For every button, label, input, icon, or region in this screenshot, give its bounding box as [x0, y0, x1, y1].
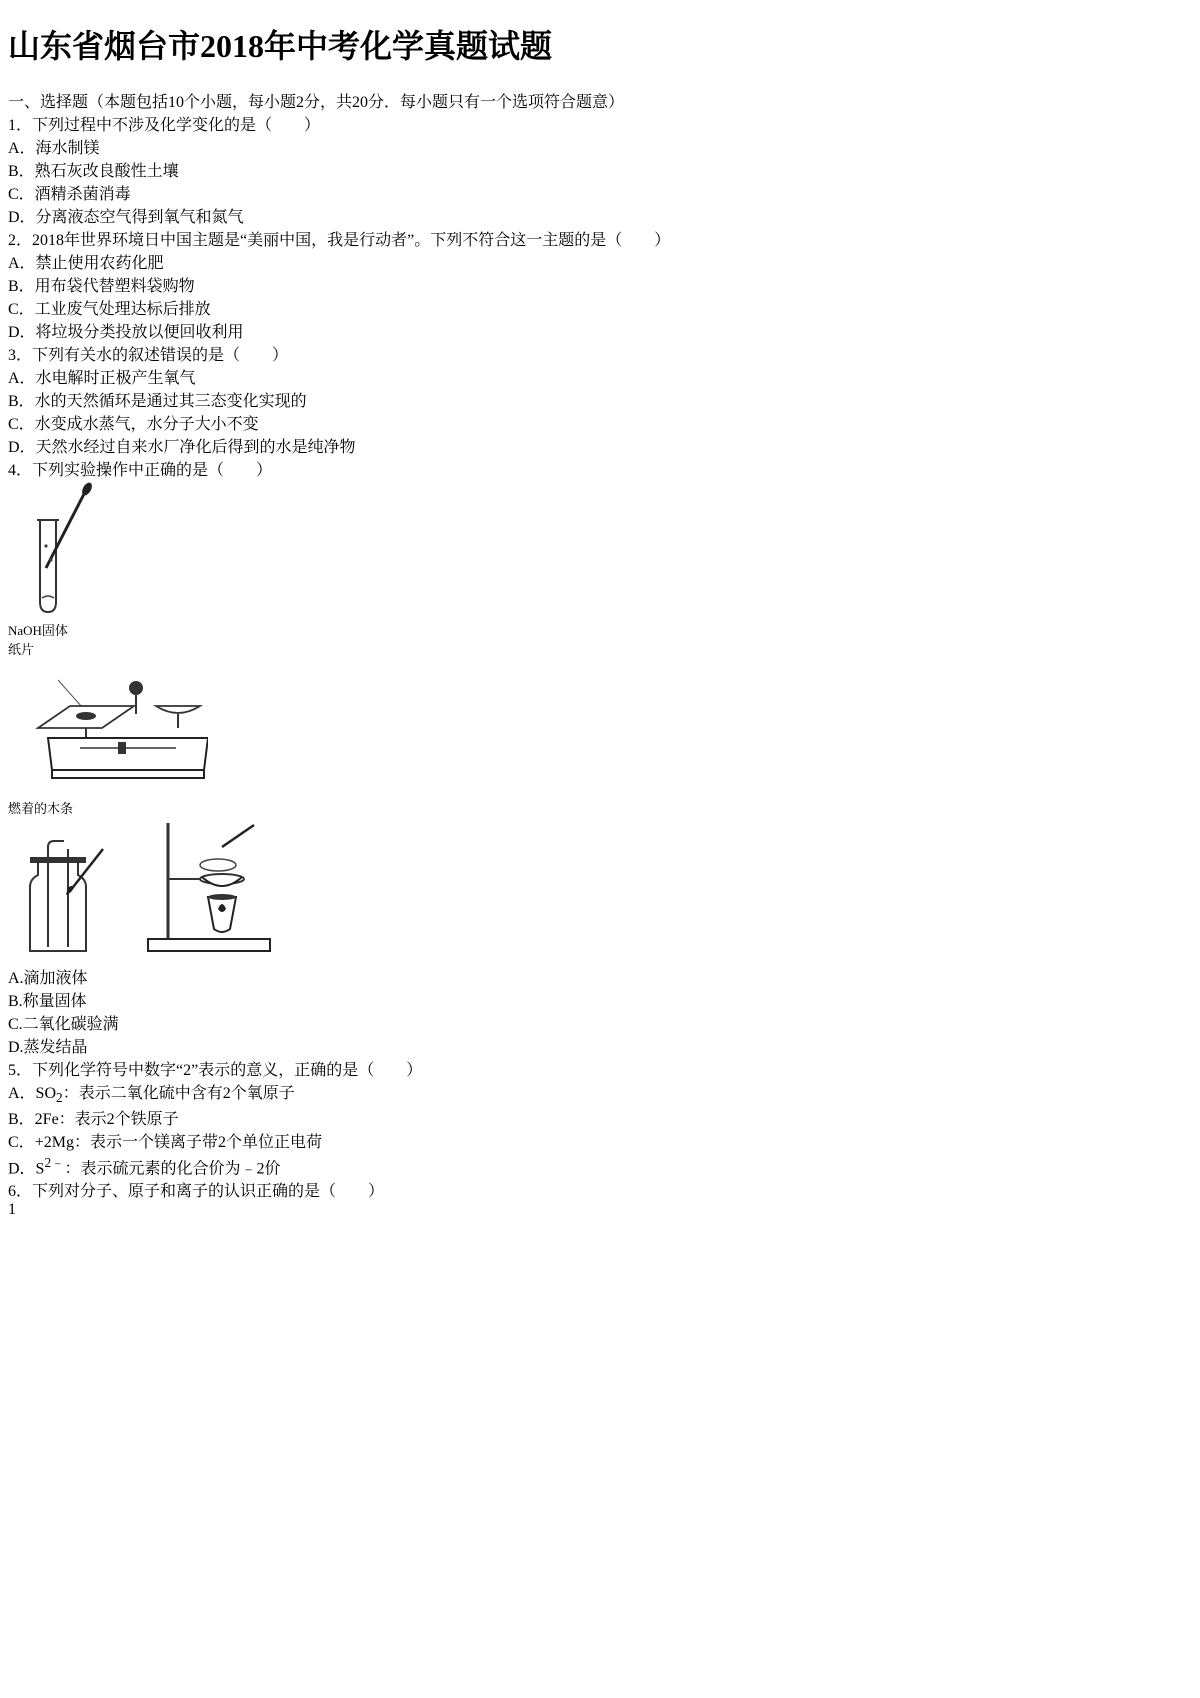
question-1-option-d: D．分离液态空气得到氧气和氮气 [8, 208, 244, 226]
evaporation-stand-icon [142, 817, 282, 960]
exam-page [8, 21, 1192, 1219]
caption-d: D.蒸发结晶 [8, 1038, 88, 1056]
caption-a: A.滴加液体 [8, 969, 88, 987]
question-3-option-b: B．水的天然循环是通过其三态变化实现的 [8, 392, 307, 410]
question-4-stem: 4．下列实验操作中正确的是（ ） [8, 461, 273, 479]
question-2-stem: 2．2018年世界环境日中国主题是“美丽中国，我是行动者”。下列不符合这一主题的是（ ） [8, 231, 671, 249]
option-c-prefix: C． [8, 1134, 35, 1152]
question-3-option-c: C．水变成水蒸气，水分子大小不变 [8, 415, 259, 433]
option-a-text: ：表示二氧化硫中含有2个氧原子 [62, 1084, 295, 1102]
caption-b: B.称量固体 [8, 992, 87, 1010]
lab-operations-figure [8, 480, 1192, 1057]
option-a-prefix: A．SO [8, 1084, 57, 1102]
question-1-option-c: C．酒精杀菌消毒 [8, 185, 131, 203]
section-heading: 一、选择题（本题包括10个小题，每小题2分，共20分．每小题只有一个选项符合题意） [8, 93, 625, 111]
balance-icon [8, 658, 208, 793]
caption-c: C.二氧化碳验满 [8, 1015, 119, 1033]
question-1-option-a: A．海水制镁 [8, 139, 100, 157]
question-3-option-d: D．天然水经过自来水厂净化后得到的水是纯净物 [8, 438, 356, 456]
question-2-option-d: D．将垃圾分类投放以便回收利用 [8, 323, 244, 341]
valence-element: Mg [51, 1134, 74, 1152]
valence-charge: +2 [34, 1134, 52, 1152]
magnesium-valence-symbol [35, 1134, 74, 1151]
question-1-stem: 1．下列过程中不涉及化学变化的是（ ） [8, 116, 321, 134]
question-3-stem: 3．下列有关水的叙述错误的是（ ） [8, 346, 289, 364]
test-tube-dropper-icon [8, 480, 108, 615]
question-2-option-a: A．禁止使用农药化肥 [8, 254, 164, 272]
option-d-prefix: D．S [8, 1160, 45, 1178]
question-2-option-b: B．用布袋代替塑料袋购物 [8, 277, 195, 295]
question-3-option-a: A．水电解时正极产生氧气 [8, 369, 196, 387]
question-5-stem: 5．下列化学符号中数字“2”表示的意义，正确的是（ ） [8, 1061, 423, 1079]
question-6-stem: 6．下列对分子、原子和离子的认识正确的是（ ） [8, 1183, 385, 1201]
question-2-option-c: C．工业废气处理达标后排放 [8, 300, 211, 318]
page-title: 山东省烟台市2018年中考化学真题试题 [8, 28, 553, 65]
paper-label: 纸片 [8, 641, 35, 657]
option-c-text: ：表示一个镁离子带2个单位正电荷 [73, 1134, 322, 1152]
question-5-option-a [8, 1080, 1192, 1106]
question-1-option-b: B．熟石灰改良酸性土壤 [8, 162, 179, 180]
question-5-option-b: B．2Fe：表示2个铁原子 [8, 1111, 179, 1129]
question-5-option-c [8, 1129, 1192, 1152]
gas-bottle-icon [8, 825, 138, 960]
option-d-text: ：表示硫元素的化合价为﹣2价 [64, 1160, 281, 1178]
naoh-solid-label: NaOH固体 [8, 622, 68, 638]
option-d-superscript: 2﹣ [44, 1155, 65, 1171]
question-5-option-d [8, 1152, 1192, 1178]
page-number: 1 [8, 1201, 16, 1219]
option-a-subscript: 2 [56, 1090, 63, 1106]
burning-splint-label: 燃着的木条 [8, 800, 74, 816]
